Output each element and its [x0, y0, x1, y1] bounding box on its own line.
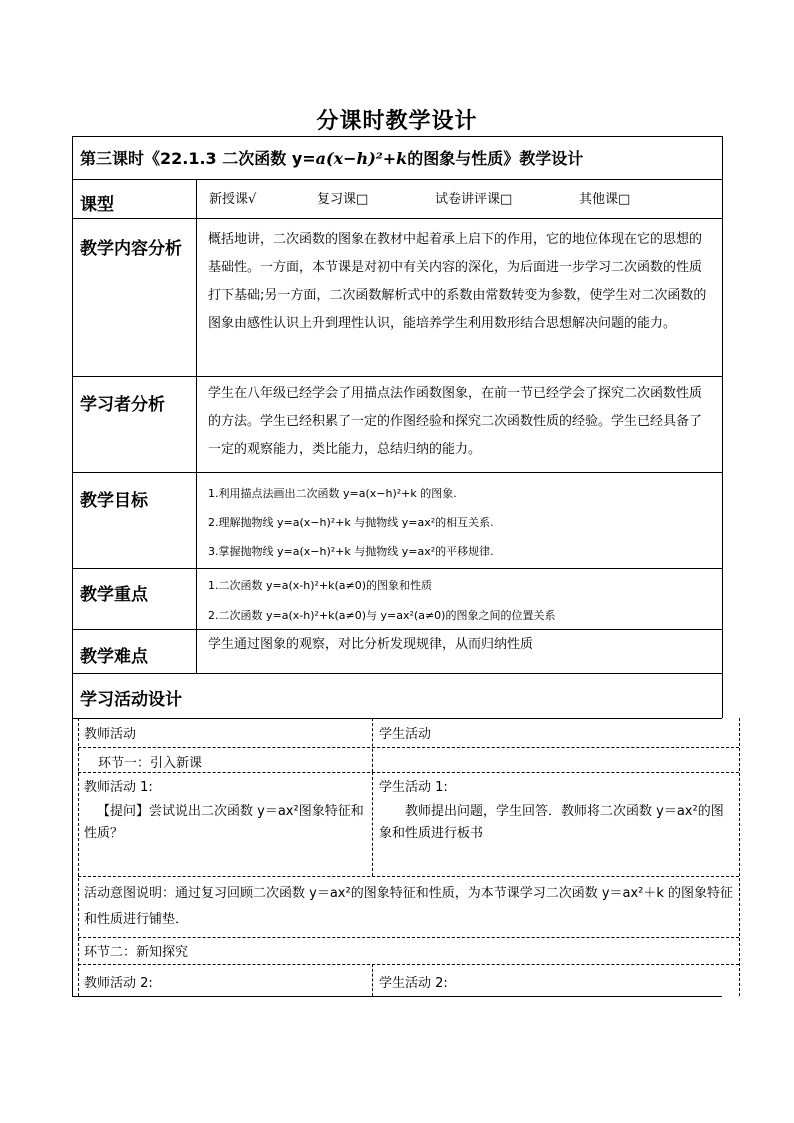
objective-item: 2.理解抛物线 y=a(x−h)²+k 与抛物线 y=ax²的相互关系. [208, 516, 494, 529]
key-point-item: 2.二次函数 y=a(x-h)²+k(a≠0)与 y=ax²(a≠0)的图象之间的位置关系 [208, 609, 556, 622]
teacher-activity-2-title: 教师活动 2: [84, 976, 153, 991]
activity-intent-note: 活动意图说明：通过复习回顾二次函数 y＝ax²的图象特征和性质，为本节课学习二次函数 y＝ax²＋k 的图象特征和性质进行铺垫． [84, 886, 734, 927]
teacher-activity-1-title: 教师活动 1: [84, 780, 153, 795]
key-point-item: 1.二次函数 y=a(x-h)²+k(a≠0)的图象和性质 [208, 579, 433, 592]
objective-item: 1.利用描点法画出二次函数 y=a(x−h)²+k 的图象. [208, 487, 457, 500]
lesson-type-other: 其他课□ [579, 192, 631, 207]
teacher-activity-1-text: 【提问】尝试说出二次函数 y＝ax²图象特征和性质？ [84, 804, 364, 841]
lesson-heading-formula: a(x−h)²+k [315, 149, 408, 168]
learner-analysis-text: 学生在八年级已经学会了用描点法作函数图象，在前一节已经学会了探究二次函数性质的方法。学生已经积累了一定的作图经验和探究二次函数性质的经验。学生已经具备了一定的观察能力，类比能力，总结归纳的能力。 [208, 386, 703, 457]
content-analysis-text: 概括地讲，二次函数的图象在教材中起着承上启下的作用，它的地位体现在它的思想的基础性。一方面，本节课是对初中有关内容的深化，为后面进一步学习二次函数的性质打下基础;另一方面，二次函数解析式中的系数由常数转变为参数，使学生对二次函数的图象由感性认识上升到理性认识，能培养学生利用数形结合思想解决问题的能力。 [208, 232, 707, 331]
lesson-heading [80, 146, 583, 169]
student-activity-header: 学生活动 [379, 727, 432, 742]
page-title: 分课时教学设计 [316, 109, 478, 134]
objectives-list [208, 479, 713, 566]
objectives-label: 教学目标 [80, 491, 148, 511]
section-one-heading: 环节一：引入新课 [98, 756, 203, 771]
section-two-heading: 环节二：新知探究 [84, 945, 189, 960]
activities-label: 学习活动设计 [80, 690, 182, 710]
key-points-list [208, 571, 713, 631]
objective-item: 3.掌握抛物线 y=a(x−h)²+k 与抛物线 y=ax²的平移规律. [208, 545, 494, 558]
lesson-type-exam-review: 试卷讲评课□ [435, 192, 513, 207]
student-activity-2-title: 学生活动 2: [379, 976, 448, 991]
lesson-heading-prefix: 第三课时《22.1.3 二次函数 y= [80, 149, 316, 168]
content-analysis-label: 教学内容分析 [80, 239, 182, 259]
lesson-type-options [209, 188, 709, 208]
lesson-type-label: 课型 [80, 195, 114, 215]
teacher-activity-header: 教师活动 [84, 727, 137, 742]
student-activity-1-title: 学生活动 1: [379, 780, 448, 795]
key-points-label: 教学重点 [80, 585, 148, 605]
difficulties-text: 学生通过图象的观察，对比分析发现规律，从而归纳性质 [208, 637, 534, 652]
lesson-type-review: 复习课□ [317, 192, 369, 207]
student-activity-1-text: 教师提出问题，学生回答．教师将二次函数 y＝ax²的图象和性质进行板书 [379, 804, 724, 841]
lesson-heading-suffix: 的图象与性质》教学设计 [407, 149, 584, 168]
difficulties-label: 教学难点 [80, 647, 148, 667]
lesson-design-table [72, 136, 734, 996]
lesson-type-new: 新授课√ [209, 192, 257, 207]
learner-analysis-label: 学习者分析 [80, 395, 165, 415]
